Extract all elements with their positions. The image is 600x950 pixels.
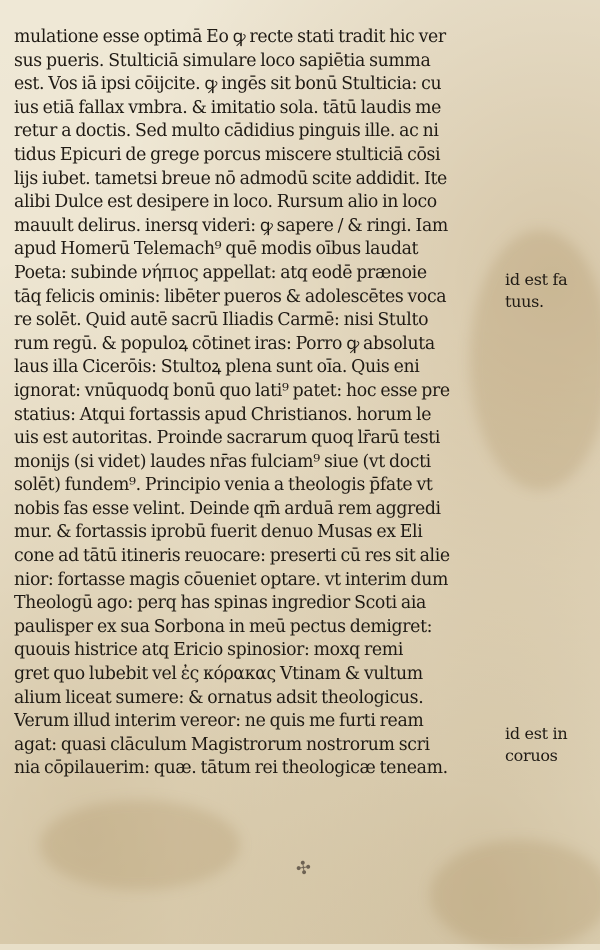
- gloss-line: id est fa: [505, 270, 568, 289]
- text-line: nia cōpilauerim: quæ. tātum rei theologicæ teneam.: [14, 758, 448, 779]
- text-line: ius etiā fallax vmbra. & imitatio sola. tātū laudis me: [14, 97, 442, 118]
- text-line: retur a doctis. Sed multo cādidius pinguis ille. ac ni: [14, 121, 439, 142]
- text-line: ignorat: vnūquodq bonū quo lati⁹ patet: hoc esse pre: [14, 380, 450, 401]
- water-stain: [430, 840, 600, 950]
- text-line: mulatione esse optimā Eo ꝙ recte stati tradit hic ver: [14, 27, 446, 47]
- gloss-line: coruos: [505, 746, 558, 765]
- gloss-line: id est in: [505, 724, 568, 743]
- main-text-block: [14, 26, 498, 781]
- text-line: re solēt. Quid autē sacrū Iliadis Carmē: nisi Stulto: [14, 310, 429, 331]
- water-stain: [40, 800, 240, 890]
- text-line: mur. & fortassis iprobū fuerit denuo Musas ex Eli: [14, 522, 423, 543]
- text-line: mauult delirus. inersq videri: ꝙ sapere / & ringi. Iam: [14, 215, 448, 236]
- text-line: uis est autoritas. Proinde sacrarum quoq lr̄arū testi: [14, 428, 441, 449]
- text-line: cone ad tātū itineris reuocare: preserti cū res sit alie: [14, 546, 450, 567]
- text-line: agat: quasi clāculum Magistrorum nostrorum scri: [14, 734, 430, 755]
- text-line: est. Vos iā ipsi cōijcite. ꝙ ingēs sit bonū Stulticia: cu: [14, 74, 442, 95]
- text-line: laus illa Cicerōis: Stultoꝝ plena sunt oīa. Quis eni: [14, 357, 420, 378]
- text-line: quouis histrice atq Ericio spinosior: moxq remi: [14, 640, 403, 661]
- text-line: statius: Atqui fortassis apud Christianos. horum le: [14, 404, 432, 425]
- text-line: tāq felicis ominis: libēter pueros & adolescētes voca: [14, 286, 447, 307]
- margin-gloss-fatuus: [505, 269, 567, 313]
- gloss-line: tuus.: [505, 292, 544, 311]
- text-line: nior: fortasse magis cōueniet optare. vt interim dum: [14, 569, 449, 590]
- text-line: rum regū. & populoꝝ cōtinet iras: Porro ꝙ absoluta: [14, 333, 435, 354]
- ink-blot-mark: ✣: [294, 857, 313, 880]
- text-line: Poeta: subinde νήπιος appellat: atq eodē prænoie: [14, 262, 427, 283]
- text-line: nobis fas esse velint. Deinde qm̄ arduā rem aggredi: [14, 498, 441, 519]
- margin-gloss-coruos: [505, 723, 567, 767]
- text-line: apud Homerū Telemach⁹ quē modis oībus laudat: [14, 239, 419, 260]
- text-line: Theologū ago: perq has spinas ingredior Scoti aia: [14, 593, 426, 614]
- text-line: paulisper ex sua Sorbona in meū pectus demigret:: [14, 616, 433, 637]
- text-line: monijs (si videt) laudes nr̄as fulciam⁹ siue (vt docti: [14, 451, 431, 472]
- text-line: alium liceat sumere: & ornatus adsit theologicus.: [14, 687, 424, 708]
- text-line: alibi Dulce est desipere in loco. Rursum alio in loco: [14, 192, 437, 213]
- text-line: sus pueris. Stulticiā simulare loco sapiētia summa: [14, 50, 431, 71]
- text-line: tidus Epicuri de grege porcus miscere stulticiā cōsi: [14, 144, 441, 165]
- text-line: solēt) fundem⁹. Principio venia a theologis p̄fate vt: [14, 475, 433, 496]
- text-line: Verum illud interim vereor: ne quis me furti ream: [14, 711, 424, 732]
- text-line: gret quo lubebit vel ἐς κόρακας Vtinam & vultum: [14, 664, 423, 685]
- text-line: lijs iubet. tametsi breue nō admodū scite addidit. Ite: [14, 168, 447, 189]
